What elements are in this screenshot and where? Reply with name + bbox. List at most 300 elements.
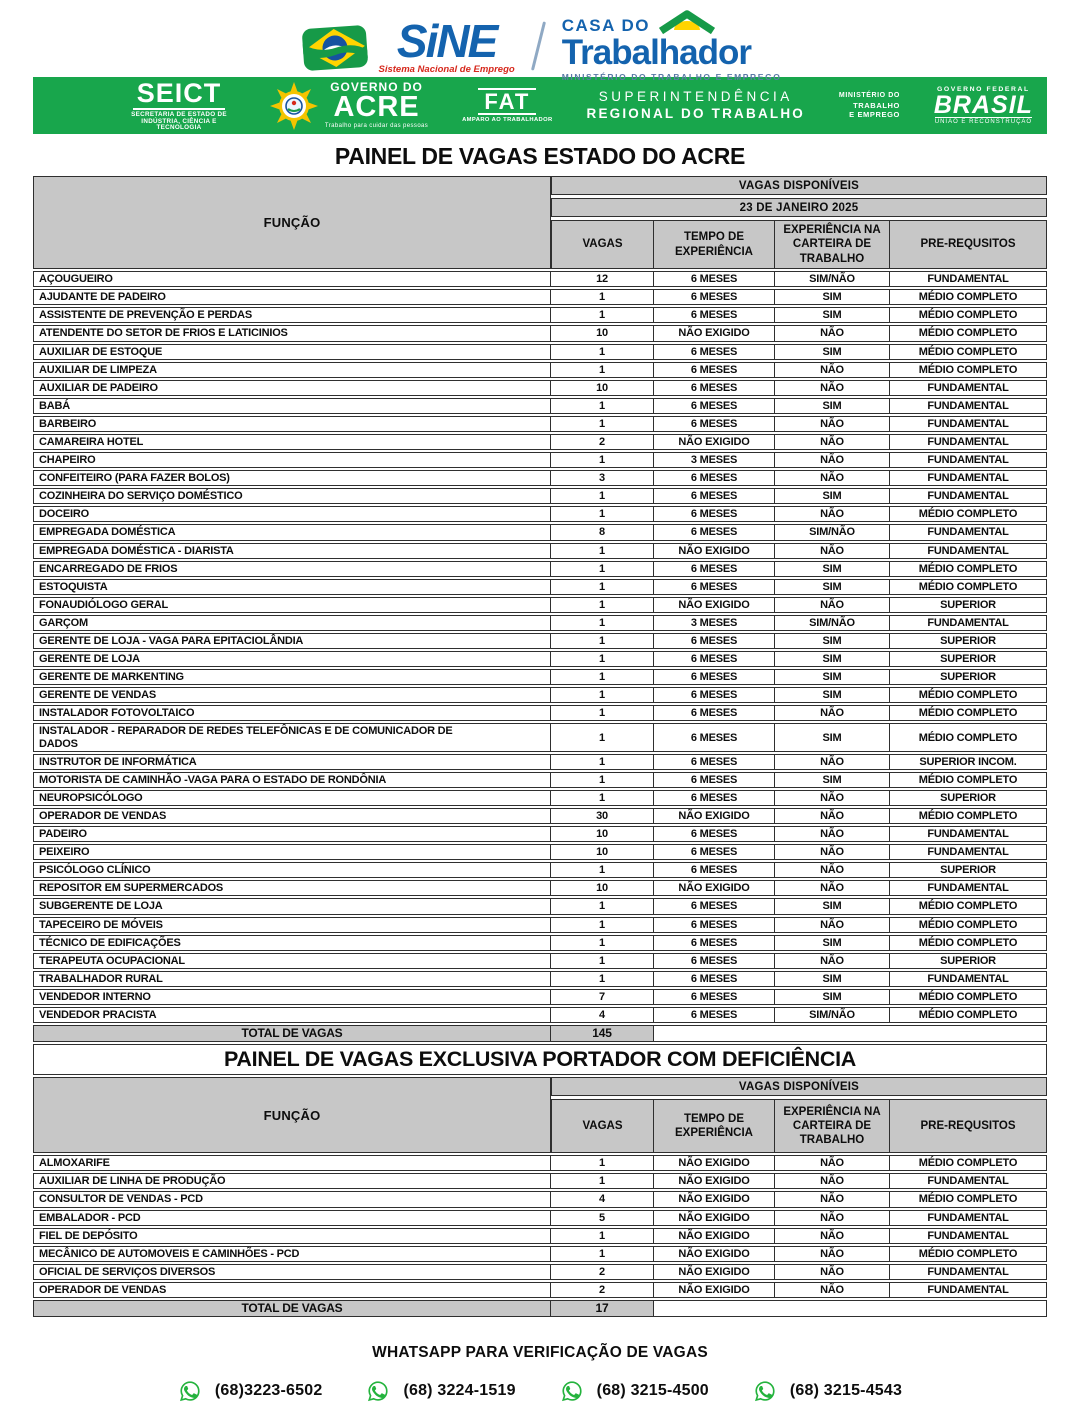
- cell-pre-requisitos: FUNDAMENTAL: [890, 826, 1047, 842]
- cell-funcao: ESTOQUISTA: [33, 579, 551, 595]
- table-row: [33, 488, 1047, 504]
- cell-experiencia-carteira: SIM: [775, 898, 890, 914]
- table-row: [33, 844, 1047, 860]
- casa-subtitle: MINISTÉRIO DO TRABALHO E EMPREGO: [561, 72, 782, 83]
- cell-experiencia-carteira: NÃO: [775, 1155, 890, 1171]
- cell-tempo-experiencia: 6 MESES: [654, 723, 775, 751]
- table-row: [33, 307, 1047, 323]
- cell-vagas: 12: [551, 271, 654, 287]
- column-header-experiencia: EXPERIÊNCIA NA CARTEIRA DE TRABALHO: [775, 1099, 890, 1153]
- total-empty-cell: [654, 1300, 1047, 1317]
- cell-experiencia-carteira: NÃO: [775, 1282, 890, 1298]
- cell-experiencia-carteira: NÃO: [775, 597, 890, 613]
- cell-vagas: 1: [551, 597, 654, 613]
- cell-vagas: 1: [551, 506, 654, 522]
- cell-experiencia-carteira: SIM: [775, 344, 890, 360]
- cell-pre-requisitos: FUNDAMENTAL: [890, 416, 1047, 432]
- cell-pre-requisitos: MÉDIO COMPLETO: [890, 561, 1047, 577]
- cell-pre-requisitos: MÉDIO COMPLETO: [890, 705, 1047, 721]
- cell-funcao: MECÂNICO DE AUTOMOVEIS E CAMINHÕES - PCD: [33, 1246, 551, 1262]
- cell-vagas: 1: [551, 772, 654, 788]
- cell-funcao: BARBEIRO: [33, 416, 551, 432]
- seict-wordmark: SEICT: [133, 79, 226, 110]
- cell-experiencia-carteira: NÃO: [775, 705, 890, 721]
- cell-vagas: 1: [551, 1228, 654, 1244]
- cell-experiencia-carteira: NÃO: [775, 362, 890, 378]
- header-date: 23 DE JANEIRO 2025: [551, 198, 1047, 217]
- cell-experiencia-carteira: NÃO: [775, 862, 890, 878]
- fat-subtitle: AMPARO AO TRABALHADOR: [462, 117, 553, 123]
- casa-do-trabalhador-logo: [562, 10, 782, 82]
- table-row: [33, 790, 1047, 806]
- cell-pre-requisitos: FUNDAMENTAL: [890, 1228, 1047, 1244]
- cell-tempo-experiencia: 6 MESES: [654, 398, 775, 414]
- cell-funcao: CAMAREIRA HOTEL: [33, 434, 551, 450]
- superintendencia-label: SUPERINTENDÊNCIA REGIONAL DO TRABALHO: [586, 89, 805, 121]
- cell-vagas: 1: [551, 344, 654, 360]
- cell-funcao: BABÁ: [33, 398, 551, 414]
- table-header: [33, 176, 1047, 269]
- cell-experiencia-carteira: NÃO: [775, 1191, 890, 1207]
- logo-divider: [531, 21, 546, 70]
- cell-tempo-experiencia: 6 MESES: [654, 651, 775, 667]
- cell-pre-requisitos: FUNDAMENTAL: [890, 524, 1047, 540]
- table-row: [33, 880, 1047, 896]
- cell-experiencia-carteira: NÃO: [775, 917, 890, 933]
- table-row: [33, 971, 1047, 987]
- table-row: [33, 1155, 1047, 1171]
- column-header-experiencia: EXPERIÊNCIA NA CARTEIRA DE TRABALHO: [775, 220, 890, 269]
- table-row: [33, 687, 1047, 703]
- column-header-tempo: TEMPO DE EXPERIÊNCIA: [654, 1099, 775, 1153]
- total-value: 145: [551, 1025, 654, 1042]
- cell-tempo-experiencia: 6 MESES: [654, 826, 775, 842]
- table-row: [33, 772, 1047, 788]
- cell-vagas: 1: [551, 862, 654, 878]
- cell-pre-requisitos: MÉDIO COMPLETO: [890, 1155, 1047, 1171]
- governo-line1: GOVERNO DO: [330, 80, 423, 95]
- cell-pre-requisitos: MÉDIO COMPLETO: [890, 1246, 1047, 1262]
- cell-tempo-experiencia: NÃO EXIGIDO: [654, 880, 775, 896]
- cell-vagas: 1: [551, 488, 654, 504]
- cell-experiencia-carteira: SIM: [775, 651, 890, 667]
- cell-funcao: TÉCNICO DE EDIFICAÇÕES: [33, 935, 551, 951]
- cell-pre-requisitos: FUNDAMENTAL: [890, 271, 1047, 287]
- cell-tempo-experiencia: 6 MESES: [654, 844, 775, 860]
- cell-funcao: ATENDENTE DO SETOR DE FRIOS E LATICINIOS: [33, 325, 551, 341]
- cell-pre-requisitos: MÉDIO COMPLETO: [890, 687, 1047, 703]
- cell-funcao: OPERADOR DE VENDAS: [33, 808, 551, 824]
- cell-tempo-experiencia: NÃO EXIGIDO: [654, 1210, 775, 1226]
- whatsapp-icon: [753, 1379, 777, 1403]
- cell-vagas: 1: [551, 543, 654, 559]
- table-row: [33, 506, 1047, 522]
- table-row: [33, 524, 1047, 540]
- column-header-prerequisitos: PRE-REQUSITOS: [890, 1099, 1047, 1153]
- cell-vagas: 1: [551, 1155, 654, 1171]
- table-row: [33, 808, 1047, 824]
- cell-experiencia-carteira: SIM/NÃO: [775, 615, 890, 631]
- cell-vagas: 10: [551, 880, 654, 896]
- cell-funcao: EMBALADOR - PCD: [33, 1210, 551, 1226]
- cell-pre-requisitos: SUPERIOR INCOM.: [890, 754, 1047, 770]
- cell-tempo-experiencia: 6 MESES: [654, 561, 775, 577]
- cell-funcao: AUXILIAR DE LINHA DE PRODUÇÃO: [33, 1173, 551, 1189]
- cell-tempo-experiencia: NÃO EXIGIDO: [654, 597, 775, 613]
- cell-vagas: 10: [551, 844, 654, 860]
- cell-pre-requisitos: MÉDIO COMPLETO: [890, 325, 1047, 341]
- cell-experiencia-carteira: NÃO: [775, 380, 890, 396]
- cell-funcao: VENDEDOR PRACISTA: [33, 1007, 551, 1023]
- table-row: [33, 1210, 1047, 1226]
- cell-vagas: 7: [551, 989, 654, 1005]
- cell-tempo-experiencia: 6 MESES: [654, 488, 775, 504]
- table-row: [33, 543, 1047, 559]
- header-vagas-disponiveis: VAGAS DISPONÍVEIS: [551, 1077, 1047, 1096]
- table-row: [33, 380, 1047, 396]
- cell-funcao: ALMOXARIFE: [33, 1155, 551, 1171]
- cell-experiencia-carteira: NÃO: [775, 1228, 890, 1244]
- cell-tempo-experiencia: 3 MESES: [654, 452, 775, 468]
- cell-vagas: 1: [551, 669, 654, 685]
- page-title: PAINEL DE VAGAS ESTADO DO ACRE: [334, 143, 746, 169]
- acre-coat-of-arms-icon: [269, 81, 319, 131]
- table-row: [33, 325, 1047, 341]
- cell-funcao: GARÇOM: [33, 615, 551, 631]
- cell-funcao: OFICIAL DE SERVIÇOS DIVERSOS: [33, 1264, 551, 1280]
- governo-do-acre-logo: [269, 81, 428, 131]
- cell-tempo-experiencia: 6 MESES: [654, 754, 775, 770]
- cell-funcao: EMPREGADA DOMÉSTICA - DIARISTA: [33, 543, 551, 559]
- cell-pre-requisitos: MÉDIO COMPLETO: [890, 506, 1047, 522]
- table-row: [33, 1282, 1047, 1298]
- cell-experiencia-carteira: NÃO: [775, 880, 890, 896]
- cell-tempo-experiencia: NÃO EXIGIDO: [654, 434, 775, 450]
- cell-vagas: 1: [551, 790, 654, 806]
- cell-funcao: PADEIRO: [33, 826, 551, 842]
- brasil-wordmark: BRASIL: [933, 90, 1033, 119]
- cell-vagas: 1: [551, 723, 654, 751]
- fat-wordmark: FAT: [478, 88, 536, 115]
- cell-vagas: 1: [551, 705, 654, 721]
- cell-experiencia-carteira: NÃO: [775, 506, 890, 522]
- header-logos: [33, 0, 1047, 83]
- cell-funcao: NEUROPSICÓLOGO: [33, 790, 551, 806]
- cell-pre-requisitos: MÉDIO COMPLETO: [890, 898, 1047, 914]
- cell-experiencia-carteira: SIM: [775, 488, 890, 504]
- cell-vagas: 1: [551, 754, 654, 770]
- cell-tempo-experiencia: NÃO EXIGIDO: [654, 1173, 775, 1189]
- cell-funcao: EMPREGADA DOMÉSTICA: [33, 524, 551, 540]
- cell-tempo-experiencia: 6 MESES: [654, 935, 775, 951]
- cell-tempo-experiencia: 6 MESES: [654, 772, 775, 788]
- cell-vagas: 1: [551, 416, 654, 432]
- table-row: [33, 989, 1047, 1005]
- cell-experiencia-carteira: SIM/NÃO: [775, 271, 890, 287]
- cell-pre-requisitos: FUNDAMENTAL: [890, 1282, 1047, 1298]
- cell-tempo-experiencia: 6 MESES: [654, 705, 775, 721]
- table-row: [33, 1228, 1047, 1244]
- cell-tempo-experiencia: 6 MESES: [654, 953, 775, 969]
- cell-tempo-experiencia: NÃO EXIGIDO: [654, 1228, 775, 1244]
- table-row: [33, 935, 1047, 951]
- cell-pre-requisitos: SUPERIOR: [890, 633, 1047, 649]
- cell-vagas: 4: [551, 1007, 654, 1023]
- cell-experiencia-carteira: SIM: [775, 579, 890, 595]
- fat-logo: [462, 88, 553, 123]
- cell-funcao: AUXILIAR DE ESTOQUE: [33, 344, 551, 360]
- cell-funcao: INSTALADOR - REPARADOR DE REDES TELEFÔNICAS E DE COMUNICADOR DE DADOS: [33, 723, 551, 751]
- cell-pre-requisitos: MÉDIO COMPLETO: [890, 772, 1047, 788]
- cell-tempo-experiencia: NÃO EXIGIDO: [654, 808, 775, 824]
- cell-tempo-experiencia: 6 MESES: [654, 687, 775, 703]
- cell-pre-requisitos: MÉDIO COMPLETO: [890, 808, 1047, 824]
- table-header: [33, 1077, 1047, 1153]
- cell-pre-requisitos: MÉDIO COMPLETO: [890, 344, 1047, 360]
- cell-pre-requisitos: FUNDAMENTAL: [890, 398, 1047, 414]
- cell-pre-requisitos: SUPERIOR: [890, 651, 1047, 667]
- cell-vagas: 1: [551, 289, 654, 305]
- phone-entry: [178, 1379, 323, 1403]
- cell-pre-requisitos: SUPERIOR: [890, 669, 1047, 685]
- cell-pre-requisitos: MÉDIO COMPLETO: [890, 989, 1047, 1005]
- cell-pre-requisitos: FUNDAMENTAL: [890, 470, 1047, 486]
- cell-tempo-experiencia: NÃO EXIGIDO: [654, 543, 775, 559]
- cell-pre-requisitos: MÉDIO COMPLETO: [890, 579, 1047, 595]
- table-row: [33, 271, 1047, 287]
- cell-pre-requisitos: SUPERIOR: [890, 790, 1047, 806]
- cell-pre-requisitos: MÉDIO COMPLETO: [890, 289, 1047, 305]
- cell-experiencia-carteira: NÃO: [775, 416, 890, 432]
- pcd-vacancies-table: [33, 1077, 1047, 1317]
- cell-tempo-experiencia: 6 MESES: [654, 380, 775, 396]
- total-label: TOTAL DE VAGAS: [33, 1025, 551, 1042]
- cell-tempo-experiencia: 6 MESES: [654, 790, 775, 806]
- ministerio-trabalho-label: MINISTÉRIO DO TRABALHO E EMPREGO: [838, 92, 900, 119]
- cell-funcao: ENCARREGADO DE FRIOS: [33, 561, 551, 577]
- cell-experiencia-carteira: SIM: [775, 307, 890, 323]
- cell-tempo-experiencia: 6 MESES: [654, 579, 775, 595]
- cell-pre-requisitos: FUNDAMENTAL: [890, 1264, 1047, 1280]
- sine-subtitle: Sistema Nacional de Emprego: [378, 63, 515, 75]
- phone-number: (68) 3215-4500: [596, 1382, 709, 1400]
- cell-funcao: GERENTE DE LOJA - VAGA PARA EPITACIOLÂNDIA: [33, 633, 551, 649]
- government-banner: [33, 77, 1047, 134]
- cell-vagas: 2: [551, 1264, 654, 1280]
- cell-tempo-experiencia: 6 MESES: [654, 470, 775, 486]
- whatsapp-icon: [560, 1379, 584, 1403]
- cell-experiencia-carteira: NÃO: [775, 1264, 890, 1280]
- cell-tempo-experiencia: NÃO EXIGIDO: [654, 1264, 775, 1280]
- phone-entry: [560, 1379, 709, 1403]
- sine-logo: [298, 14, 515, 75]
- cell-experiencia-carteira: NÃO: [775, 754, 890, 770]
- table-row: [33, 1173, 1047, 1189]
- cell-funcao: AÇOUGUEIRO: [33, 271, 551, 287]
- cell-experiencia-carteira: NÃO: [775, 790, 890, 806]
- cell-tempo-experiencia: 6 MESES: [654, 289, 775, 305]
- cell-pre-requisitos: FUNDAMENTAL: [890, 543, 1047, 559]
- cell-vagas: 1: [551, 398, 654, 414]
- cell-tempo-experiencia: NÃO EXIGIDO: [654, 1155, 775, 1171]
- cell-vagas: 1: [551, 917, 654, 933]
- column-header-tempo: TEMPO DE EXPERIÊNCIA: [654, 220, 775, 269]
- table-row: [33, 862, 1047, 878]
- cell-funcao: GERENTE DE MARKENTING: [33, 669, 551, 685]
- table-row: [33, 754, 1047, 770]
- table-row: [33, 826, 1047, 842]
- cell-tempo-experiencia: 6 MESES: [654, 362, 775, 378]
- cell-funcao: SUBGERENTE DE LOJA: [33, 898, 551, 914]
- casa-line1: CASA DO: [561, 16, 650, 36]
- cell-experiencia-carteira: SIM: [775, 561, 890, 577]
- casa-wordmark: Trabalhador: [561, 33, 752, 73]
- table-body: [33, 271, 1047, 1023]
- cell-pre-requisitos: MÉDIO COMPLETO: [890, 1007, 1047, 1023]
- cell-experiencia-carteira: SIM: [775, 935, 890, 951]
- phone-entry: [753, 1379, 902, 1403]
- cell-experiencia-carteira: NÃO: [775, 953, 890, 969]
- cell-tempo-experiencia: 6 MESES: [654, 271, 775, 287]
- cell-vagas: 1: [551, 1173, 654, 1189]
- table-row: [33, 452, 1047, 468]
- sine-flag-icon: [298, 22, 372, 74]
- cell-tempo-experiencia: 6 MESES: [654, 506, 775, 522]
- table-row: [33, 953, 1047, 969]
- cell-experiencia-carteira: NÃO: [775, 808, 890, 824]
- table-row: [33, 705, 1047, 721]
- cell-experiencia-carteira: SIM: [775, 633, 890, 649]
- cell-experiencia-carteira: NÃO: [775, 844, 890, 860]
- column-header-prerequisitos: PRE-REQUSITOS: [890, 220, 1047, 269]
- cell-tempo-experiencia: 6 MESES: [654, 307, 775, 323]
- cell-pre-requisitos: MÉDIO COMPLETO: [890, 723, 1047, 751]
- cell-experiencia-carteira: SIM/NÃO: [775, 1007, 890, 1023]
- cell-funcao: TRABALHADOR RURAL: [33, 971, 551, 987]
- vacancies-table: [33, 176, 1047, 1042]
- cell-vagas: 10: [551, 826, 654, 842]
- column-header-vagas: VAGAS: [551, 220, 654, 269]
- total-value: 17: [551, 1300, 654, 1317]
- cell-tempo-experiencia: 6 MESES: [654, 416, 775, 432]
- cell-tempo-experiencia: 6 MESES: [654, 898, 775, 914]
- cell-pre-requisitos: FUNDAMENTAL: [890, 488, 1047, 504]
- cell-vagas: 1: [551, 452, 654, 468]
- cell-funcao: VENDEDOR INTERNO: [33, 989, 551, 1005]
- cell-vagas: 10: [551, 380, 654, 396]
- cell-funcao: DOCEIRO: [33, 506, 551, 522]
- cell-funcao: PSICÓLOGO CLÍNICO: [33, 862, 551, 878]
- cell-vagas: 1: [551, 651, 654, 667]
- header-vagas-disponiveis: VAGAS DISPONÍVEIS: [551, 176, 1047, 195]
- total-label: TOTAL DE VAGAS: [33, 1300, 551, 1317]
- table-row: [33, 470, 1047, 486]
- cell-funcao: GERENTE DE VENDAS: [33, 687, 551, 703]
- whatsapp-icon: [366, 1379, 390, 1403]
- cell-vagas: 2: [551, 1282, 654, 1298]
- table-row: [33, 917, 1047, 933]
- cell-tempo-experiencia: 6 MESES: [654, 971, 775, 987]
- cell-funcao: TERAPEUTA OCUPACIONAL: [33, 953, 551, 969]
- table-row: [33, 651, 1047, 667]
- cell-experiencia-carteira: SIM: [775, 687, 890, 703]
- seict-subtitle: SECRETARIA DE ESTADO DE INDÚSTRIA, CIÊNCIA E TECNOLOGIA: [131, 111, 227, 132]
- phone-number: (68) 3215-4543: [789, 1382, 903, 1400]
- cell-pre-requisitos: MÉDIO COMPLETO: [890, 935, 1047, 951]
- cell-vagas: 1: [551, 1246, 654, 1262]
- cell-funcao: COZINHEIRA DO SERVIÇO DOMÉSTICO: [33, 488, 551, 504]
- governo-wordmark: ACRE: [333, 90, 420, 123]
- phone-list: [33, 1379, 1047, 1403]
- cell-pre-requisitos: MÉDIO COMPLETO: [890, 1191, 1047, 1207]
- cell-funcao: PEIXEIRO: [33, 844, 551, 860]
- cell-vagas: 1: [551, 307, 654, 323]
- cell-tempo-experiencia: NÃO EXIGIDO: [654, 1246, 775, 1262]
- total-row: [33, 1025, 1047, 1042]
- cell-funcao: OPERADOR DE VENDAS: [33, 1282, 551, 1298]
- table-row: [33, 1264, 1047, 1280]
- cell-experiencia-carteira: NÃO: [775, 543, 890, 559]
- cell-tempo-experiencia: 6 MESES: [654, 1007, 775, 1023]
- total-empty-cell: [654, 1025, 1047, 1042]
- cell-pre-requisitos: FUNDAMENTAL: [890, 615, 1047, 631]
- cell-vagas: 1: [551, 561, 654, 577]
- cell-experiencia-carteira: SIM: [775, 669, 890, 685]
- phone-number: (68)3223-6502: [214, 1382, 323, 1400]
- cell-funcao: GERENTE DE LOJA: [33, 651, 551, 667]
- cell-funcao: TAPECEIRO DE MÓVEIS: [33, 917, 551, 933]
- cell-tempo-experiencia: NÃO EXIGIDO: [654, 325, 775, 341]
- phone-entry: [366, 1379, 515, 1403]
- cell-funcao: AJUDANTE DE PADEIRO: [33, 289, 551, 305]
- cell-vagas: 8: [551, 524, 654, 540]
- sine-wordmark: SiNE: [396, 14, 497, 67]
- cell-pre-requisitos: MÉDIO COMPLETO: [890, 307, 1047, 323]
- table-row: [33, 615, 1047, 631]
- cell-experiencia-carteira: NÃO: [775, 452, 890, 468]
- cell-pre-requisitos: FUNDAMENTAL: [890, 971, 1047, 987]
- cell-tempo-experiencia: 6 MESES: [654, 633, 775, 649]
- cell-tempo-experiencia: 6 MESES: [654, 524, 775, 540]
- cell-pre-requisitos: SUPERIOR: [890, 953, 1047, 969]
- table-row: [33, 289, 1047, 305]
- cell-pre-requisitos: FUNDAMENTAL: [890, 380, 1047, 396]
- cell-pre-requisitos: SUPERIOR: [890, 597, 1047, 613]
- cell-pre-requisitos: FUNDAMENTAL: [890, 452, 1047, 468]
- cell-experiencia-carteira: NÃO: [775, 470, 890, 486]
- cell-funcao: CHAPEIRO: [33, 452, 551, 468]
- cell-experiencia-carteira: NÃO: [775, 325, 890, 341]
- footer: [33, 1344, 1047, 1403]
- cell-pre-requisitos: FUNDAMENTAL: [890, 880, 1047, 896]
- cell-experiencia-carteira: SIM: [775, 723, 890, 751]
- cell-funcao: CONFEITEIRO (PARA FAZER BOLOS): [33, 470, 551, 486]
- cell-tempo-experiencia: 3 MESES: [654, 615, 775, 631]
- cell-funcao: MOTORISTA DE CAMINHÃO -VAGA PARA O ESTADO DE RONDÔNIA: [33, 772, 551, 788]
- table-row: [33, 434, 1047, 450]
- table-row: [33, 561, 1047, 577]
- whatsapp-icon: [178, 1379, 202, 1403]
- cell-pre-requisitos: FUNDAMENTAL: [890, 1210, 1047, 1226]
- brasil-federal-logo: GOVERNO FEDERAL BRASIL UNIÃO E RECONSTRUÇÃO: [933, 85, 1033, 126]
- cell-vagas: 2: [551, 434, 654, 450]
- column-header-vagas: VAGAS: [551, 1099, 654, 1153]
- cell-vagas: 30: [551, 808, 654, 824]
- table-row: [33, 1246, 1047, 1262]
- cell-tempo-experiencia: 6 MESES: [654, 989, 775, 1005]
- cell-funcao: CONSULTOR DE VENDAS - PCD: [33, 1191, 551, 1207]
- cell-funcao: FIEL DE DEPÓSITO: [33, 1228, 551, 1244]
